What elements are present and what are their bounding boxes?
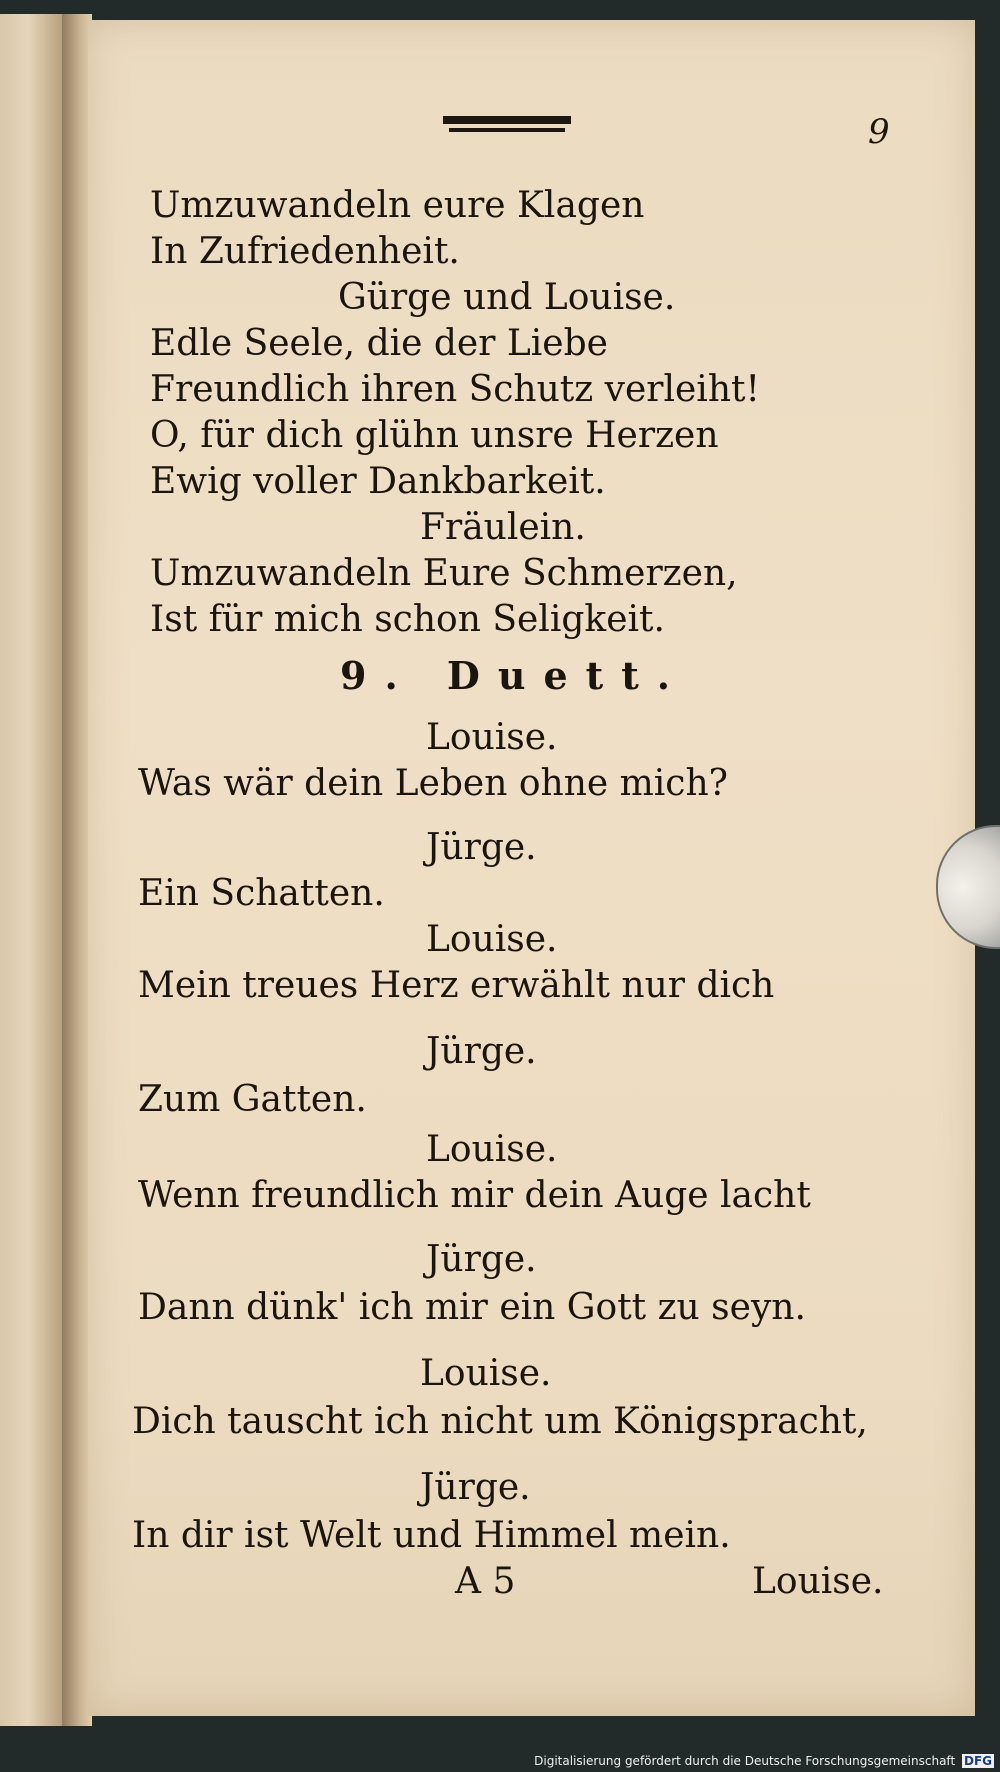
text-line: Zum Gatten. — [138, 1079, 367, 1120]
text-line: O, für dich glühn unsre Herzen — [150, 415, 719, 456]
text-line: Umzuwandeln Eure Schmerzen, — [150, 553, 738, 594]
speaker-label: Jürge. — [420, 1467, 531, 1508]
text-line: Edle Seele, die der Liebe — [150, 323, 608, 364]
text-line: Umzuwandeln eure Klagen — [150, 185, 645, 226]
text-line: Freundlich ihren Schutz verleiht! — [150, 369, 760, 410]
text-line: Ewig voller Dankbarkeit. — [150, 461, 606, 502]
page-number: 9 — [868, 112, 890, 152]
header-ornament — [443, 116, 571, 136]
text-line: In dir ist Welt und Himmel mein. — [132, 1515, 731, 1556]
speaker-label: Louise. — [426, 717, 558, 758]
speaker-label: Gürge und Louise. — [338, 277, 676, 318]
speaker-label: Fräulein. — [420, 507, 586, 548]
speaker-label: Louise. — [426, 919, 558, 960]
text-line: Ist für mich schon Seligkeit. — [150, 599, 665, 640]
dfg-logo: DFG — [963, 1754, 992, 1768]
facing-page-edge — [0, 14, 64, 1726]
text-line: Dich tauscht ich nicht um Königspracht, — [132, 1401, 868, 1442]
speaker-label: Louise. — [426, 1129, 558, 1170]
speaker-label: Jürge. — [426, 1031, 537, 1072]
speaker-label: Jürge. — [426, 1239, 537, 1280]
speaker-label: Louise. — [420, 1353, 552, 1394]
text-line: Ein Schatten. — [138, 873, 385, 914]
text-line: Mein treues Herz erwählt nur dich — [138, 965, 775, 1006]
text-line: Was wär dein Leben ohne mich? — [138, 763, 728, 804]
catchword: Louise. — [752, 1561, 884, 1602]
digitization-credit — [534, 1754, 994, 1768]
text-line: Dann dünk' ich mir ein Gott zu seyn. — [138, 1287, 806, 1328]
signature-mark: A 5 — [455, 1561, 516, 1602]
section-heading: 9. Duett. — [340, 653, 688, 698]
text-line: Wenn freundlich mir dein Auge lacht — [138, 1175, 811, 1216]
speaker-label: Jürge. — [426, 827, 537, 868]
text-line: In Zufriedenheit. — [150, 231, 460, 272]
credit-text: Digitalisierung gefördert durch die Deutsche Forschungsgemeinschaft — [534, 1754, 956, 1768]
